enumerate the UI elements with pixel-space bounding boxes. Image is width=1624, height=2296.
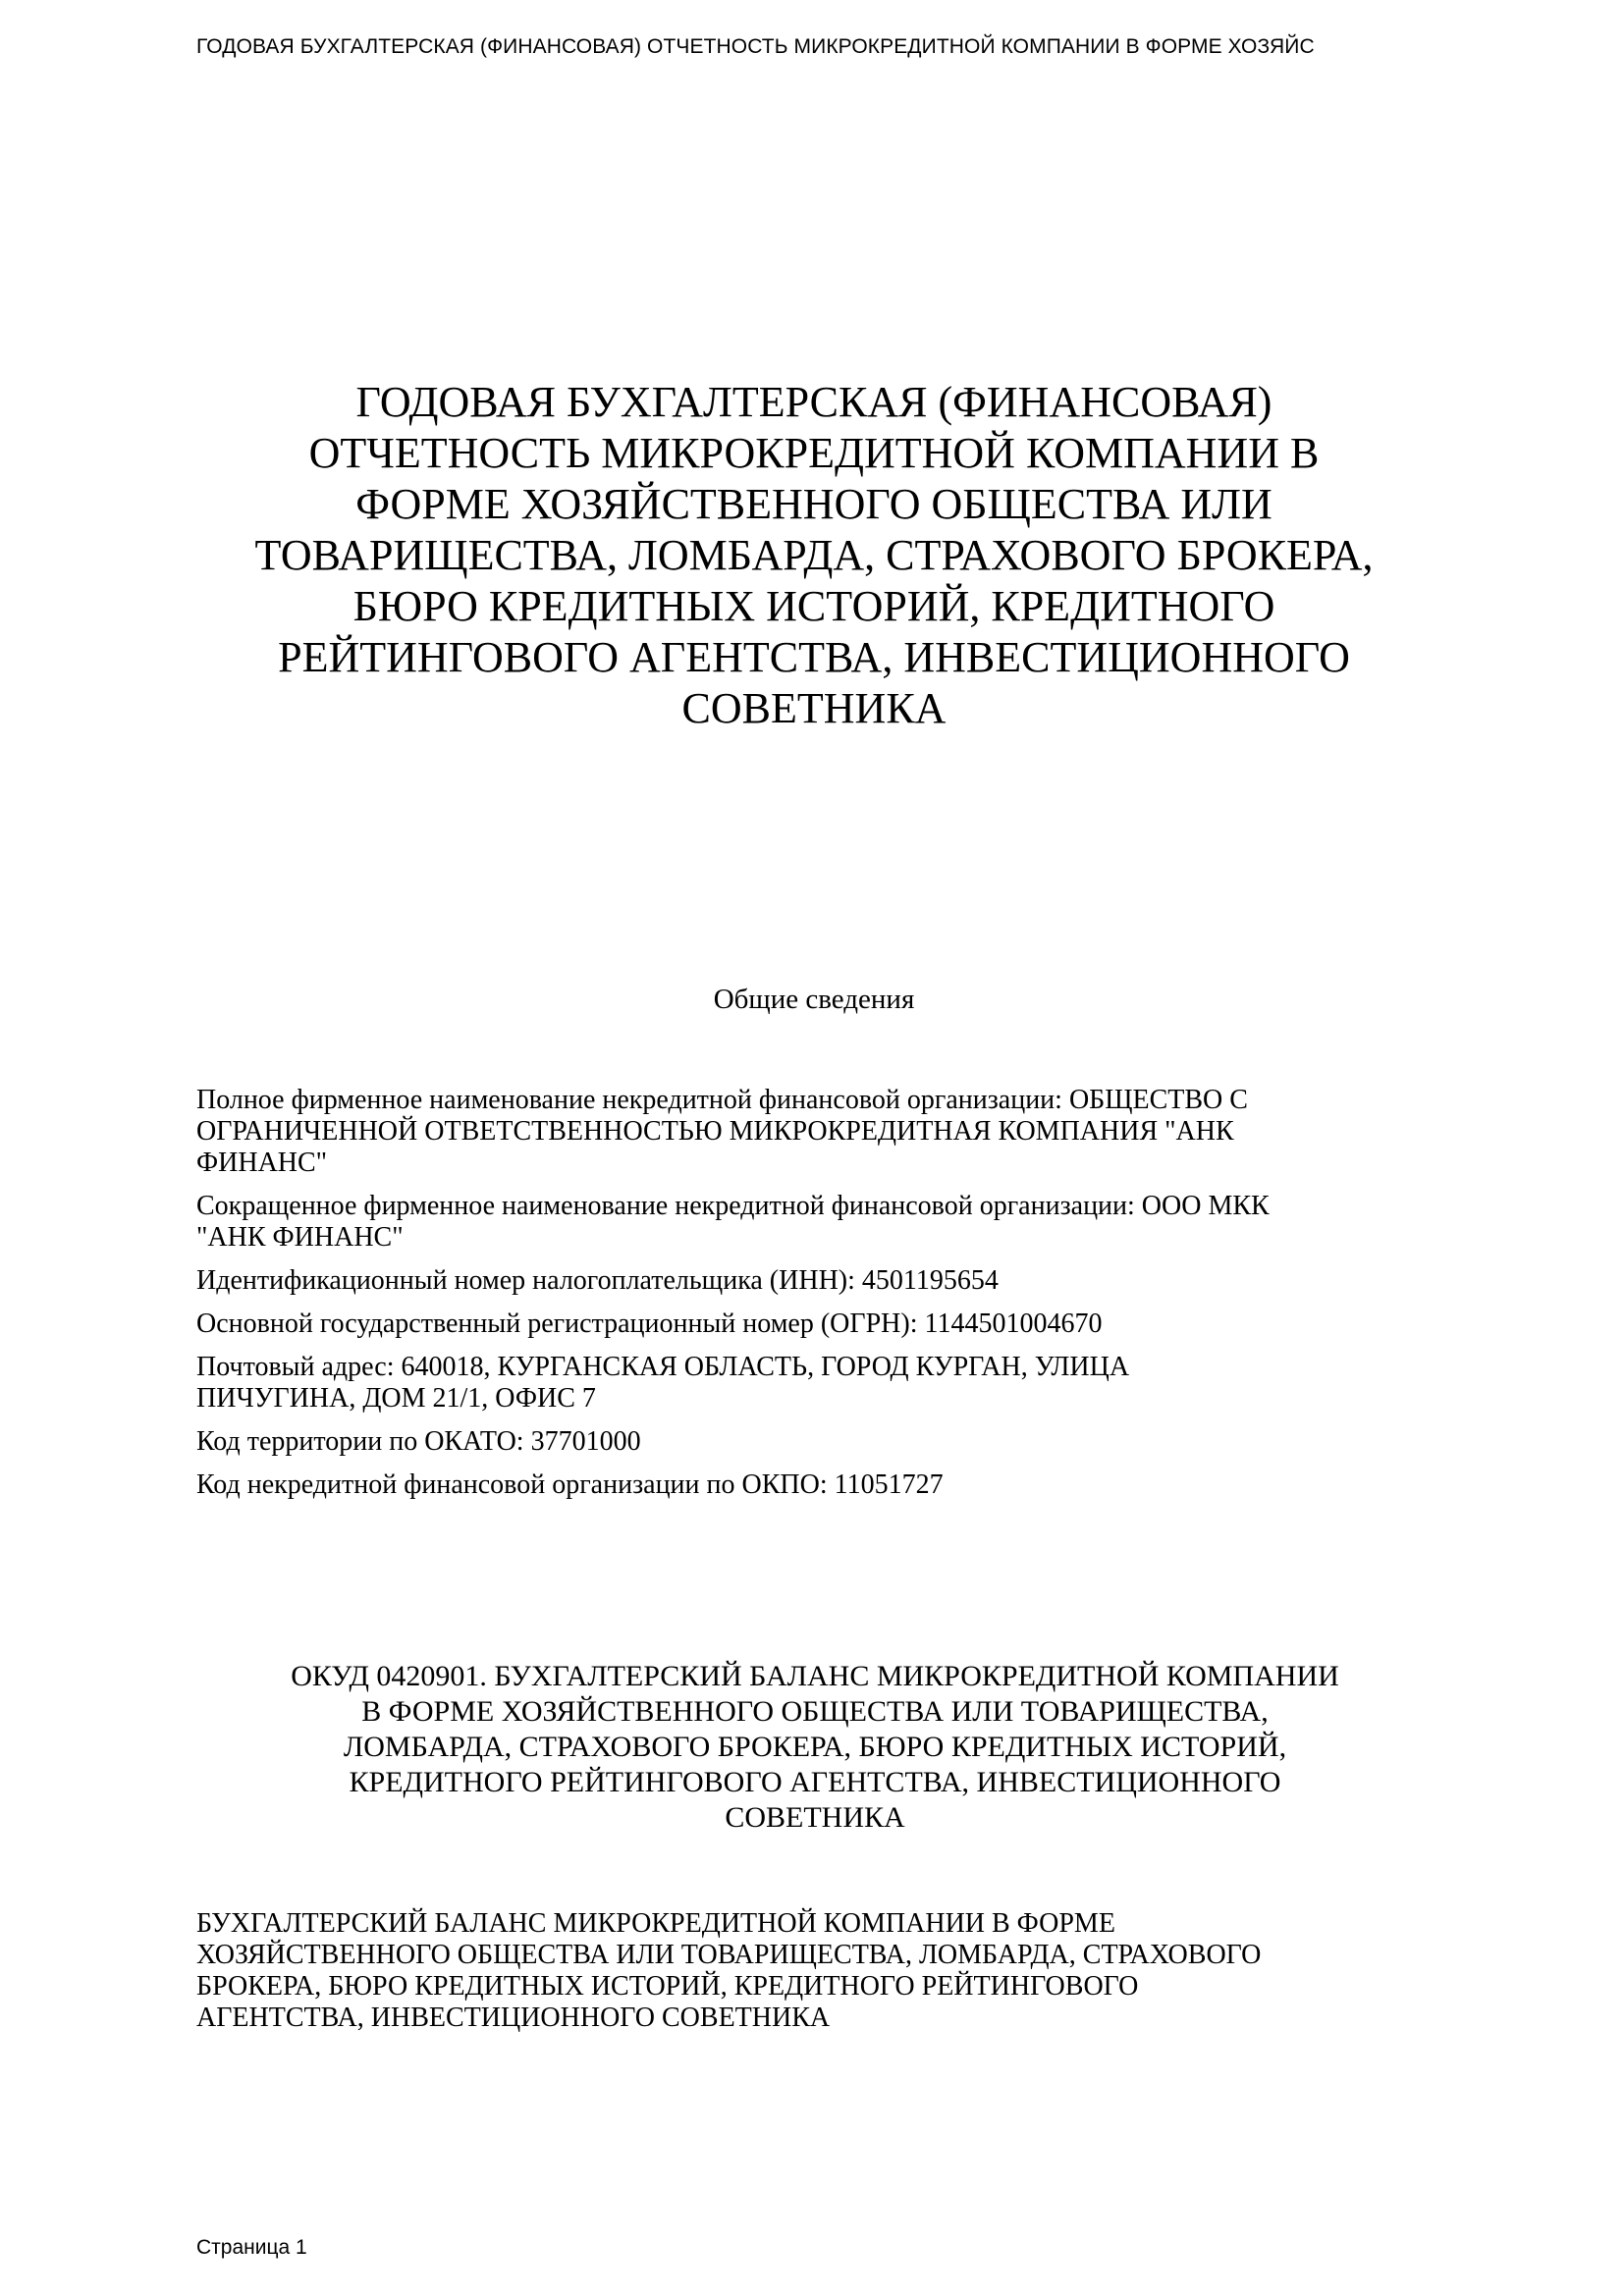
okato-field: Код территории по ОКАТО: 37701000 bbox=[196, 1426, 641, 1457]
okpo-field: Код некредитной финансовой организации по ОКПО: 11051727 bbox=[196, 1469, 944, 1500]
form-title: ОКУД 0420901. БУХГАЛТЕРСКИЙ БАЛАНС МИКРОКРЕДИТНОЙ КОМПАНИИ В ФОРМЕ ХОЗЯЙСТВЕННОГО ОБЩЕСТВА ИЛИ ТОВАРИЩЕСТВА, ЛОМБАРДА, СТРАХОВОГО БРОКЕРА, БЮРО КРЕДИТНЫХ ИСТОРИЙ, КРЕДИТНОГО РЕЙТИНГОВОГО АГЕНТСТВА, ИНВЕСТИЦИОННОГО СОВЕТНИКА bbox=[291, 1660, 1339, 1834]
ogrn-field: Основной государственный регистрационный номер (ОГРН): 1144501004670 bbox=[196, 1308, 1103, 1339]
full-name-field: Полное фирменное наименование некредитной финансовой организации: ОБЩЕСТВО С ОГРАНИЧЕННОЙ ОТВЕТСТВЕННОСТЬЮ МИКРОКРЕДИТНАЯ КОМПАНИЯ "АНК ФИНАНС" bbox=[196, 1085, 1248, 1178]
document-title: ГОДОВАЯ БУХГАЛТЕРСКАЯ (ФИНАНСОВАЯ) ОТЧЕТНОСТЬ МИКРОКРЕДИТНОЙ КОМПАНИИ В ФОРМЕ ХОЗЯЙСТВЕННОГО ОБЩЕСТВА ИЛИ ТОВАРИЩЕСТВА, ЛОМБАРДА, СТРАХОВОГО БРОКЕРА, БЮРО КРЕДИТНЫХ ИСТОРИЙ, КРЕДИТНОГО РЕЙТИНГОВОГО АГЕНТСТВА, ИНВЕСТИЦИОННОГО СОВЕТНИКА bbox=[254, 378, 1374, 732]
postal-address-field: Почтовый адрес: 640018, КУРГАНСКАЯ ОБЛАСТЬ, ГОРОД КУРГАН, УЛИЦА ПИЧУГИНА, ДОМ 21/1, ОФИС 7 bbox=[196, 1352, 1130, 1414]
general-info-heading: Общие сведения bbox=[713, 984, 915, 1015]
page-number: Страница 1 bbox=[196, 2236, 307, 2259]
general-info-list bbox=[196, 1085, 1434, 1513]
running-header: ГОДОВАЯ БУХГАЛТЕРСКАЯ (ФИНАНСОВАЯ) ОТЧЕТНОСТЬ МИКРОКРЕДИТНОЙ КОМПАНИИ В ФОРМЕ ХОЗЯЙС bbox=[196, 35, 1315, 58]
form-subtitle: БУХГАЛТЕРСКИЙ БАЛАНС МИКРОКРЕДИТНОЙ КОМПАНИИ В ФОРМЕ ХОЗЯЙСТВЕННОГО ОБЩЕСТВА ИЛИ ТОВАРИЩЕСТВА, ЛОМБАРДА, СТРАХОВОГО БРОКЕРА, БЮРО КРЕДИТНЫХ ИСТОРИЙ, КРЕДИТНОГО РЕЙТИНГОВОГО АГЕНТСТВА, ИНВЕСТИЦИОННОГО СОВЕТНИКА bbox=[196, 1908, 1262, 2033]
inn-field: Идентификационный номер налогоплательщика (ИНН): 4501195654 bbox=[196, 1265, 999, 1296]
short-name-field: Сокращенное фирменное наименование некредитной финансовой организации: ООО МКК "АНК ФИНАНС" bbox=[196, 1191, 1270, 1253]
